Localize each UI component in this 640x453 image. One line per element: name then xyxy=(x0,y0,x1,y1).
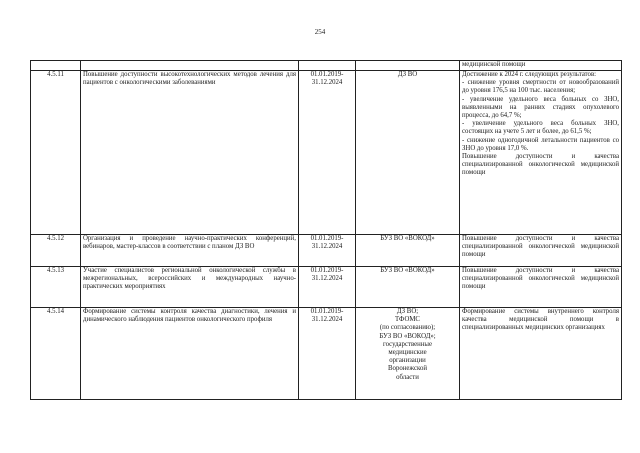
result-line: Повышение доступности и качества специализированной онкологической медицинской помощи xyxy=(462,267,619,291)
table-row xyxy=(31,235,622,267)
row-result xyxy=(460,267,622,308)
table-row-continuation xyxy=(31,61,622,71)
period-end: 31.12.2024 xyxy=(311,243,343,251)
row-result xyxy=(460,235,622,267)
row-number: 4.5.12 xyxy=(31,235,81,267)
table-row xyxy=(31,308,622,400)
result-line: Повышение доступности и качества специализированной онкологической медицинской помощи xyxy=(462,153,619,177)
period-end: 31.12.2024 xyxy=(311,316,343,324)
row-executors xyxy=(356,235,460,267)
continuation-text: медицинской помощи xyxy=(460,61,622,71)
result-line: - снижение одногодичной летальности пациентов со ЗНО до уровня 17,0 %. xyxy=(462,136,619,152)
row-period xyxy=(299,267,356,308)
row-action: Формирование системы контроля качества диагностики, лечения и динамического наблюдения пациентов онкологического профиля xyxy=(81,308,299,400)
executor-line: ТФОМС xyxy=(395,316,420,324)
period-start: 01.01.2019- xyxy=(310,235,344,242)
result-line: Достижение к 2024 г. следующих результатов: xyxy=(462,71,597,78)
table-row xyxy=(31,267,622,308)
row-number: 4.5.11 xyxy=(31,71,81,235)
row-period xyxy=(299,71,356,235)
executor-line: ДЗ ВО; xyxy=(396,308,419,315)
row-result xyxy=(460,308,622,400)
executor-line: государственные xyxy=(383,340,432,348)
result-line: Формирование системы внутреннего контроля качества медицинской помощи в специализированных медицинских организациях xyxy=(462,308,619,332)
result-line: - снижение уровня смертности от новообразований до уровня 176,5 на 100 тыс. населения; xyxy=(462,79,619,95)
executor-line: (по согласованию); xyxy=(379,324,436,332)
result-line: - увеличение удельного веса больных ЗНО, состоящих на учете 5 лет и более, до 61,5 %; xyxy=(462,120,619,136)
executor-line: БУЗ ВО «ВОКОД» xyxy=(380,267,435,274)
row-executors xyxy=(356,267,460,308)
executor-line: области xyxy=(396,373,419,381)
measures-table xyxy=(30,60,622,400)
row-action: Участие специалистов региональной онкологической службы в межрегиональных, всероссийских и международных научно-практических мероприятиях xyxy=(81,267,299,308)
page-number: 254 xyxy=(314,28,326,36)
result-line: Повышение доступности и качества специализированной онкологической медицинской помощи xyxy=(462,235,619,259)
period-end: 31.12.2024 xyxy=(311,275,343,283)
period-start: 01.01.2019- xyxy=(310,71,344,78)
row-action: Организация и проведение научно-практических конференций, вебинаров, мастер-классов в соответствии с планом ДЗ ВО xyxy=(81,235,299,267)
executor-line: Воронежской xyxy=(388,365,427,373)
row-period xyxy=(299,235,356,267)
executor-line: организации xyxy=(389,357,426,365)
row-number: 4.5.13 xyxy=(31,267,81,308)
executor-line: ДЗ ВО xyxy=(397,71,418,78)
row-number: 4.5.14 xyxy=(31,308,81,400)
period-start: 01.01.2019- xyxy=(310,308,344,315)
row-action: Повышение доступности высокотехнологических методов лечения для пациентов с онкологическими заболеваниями xyxy=(81,71,299,235)
executor-line: БУЗ ВО «ВОКОД» xyxy=(380,235,435,242)
row-period xyxy=(299,308,356,400)
table-row xyxy=(31,71,622,235)
row-result xyxy=(460,71,622,235)
period-start: 01.01.2019- xyxy=(310,267,344,274)
result-line: - увеличение удельного веса больных со ЗНО, выявленными на ранних стадиях опухолевого процесса, до 64,7 %; xyxy=(462,95,619,120)
row-executors xyxy=(356,308,460,400)
row-executors xyxy=(356,71,460,235)
period-end: 31.12.2024 xyxy=(311,79,343,87)
executor-line: медицинские xyxy=(388,349,427,357)
executor-line: БУЗ ВО «ВОКОД»; xyxy=(379,332,436,340)
